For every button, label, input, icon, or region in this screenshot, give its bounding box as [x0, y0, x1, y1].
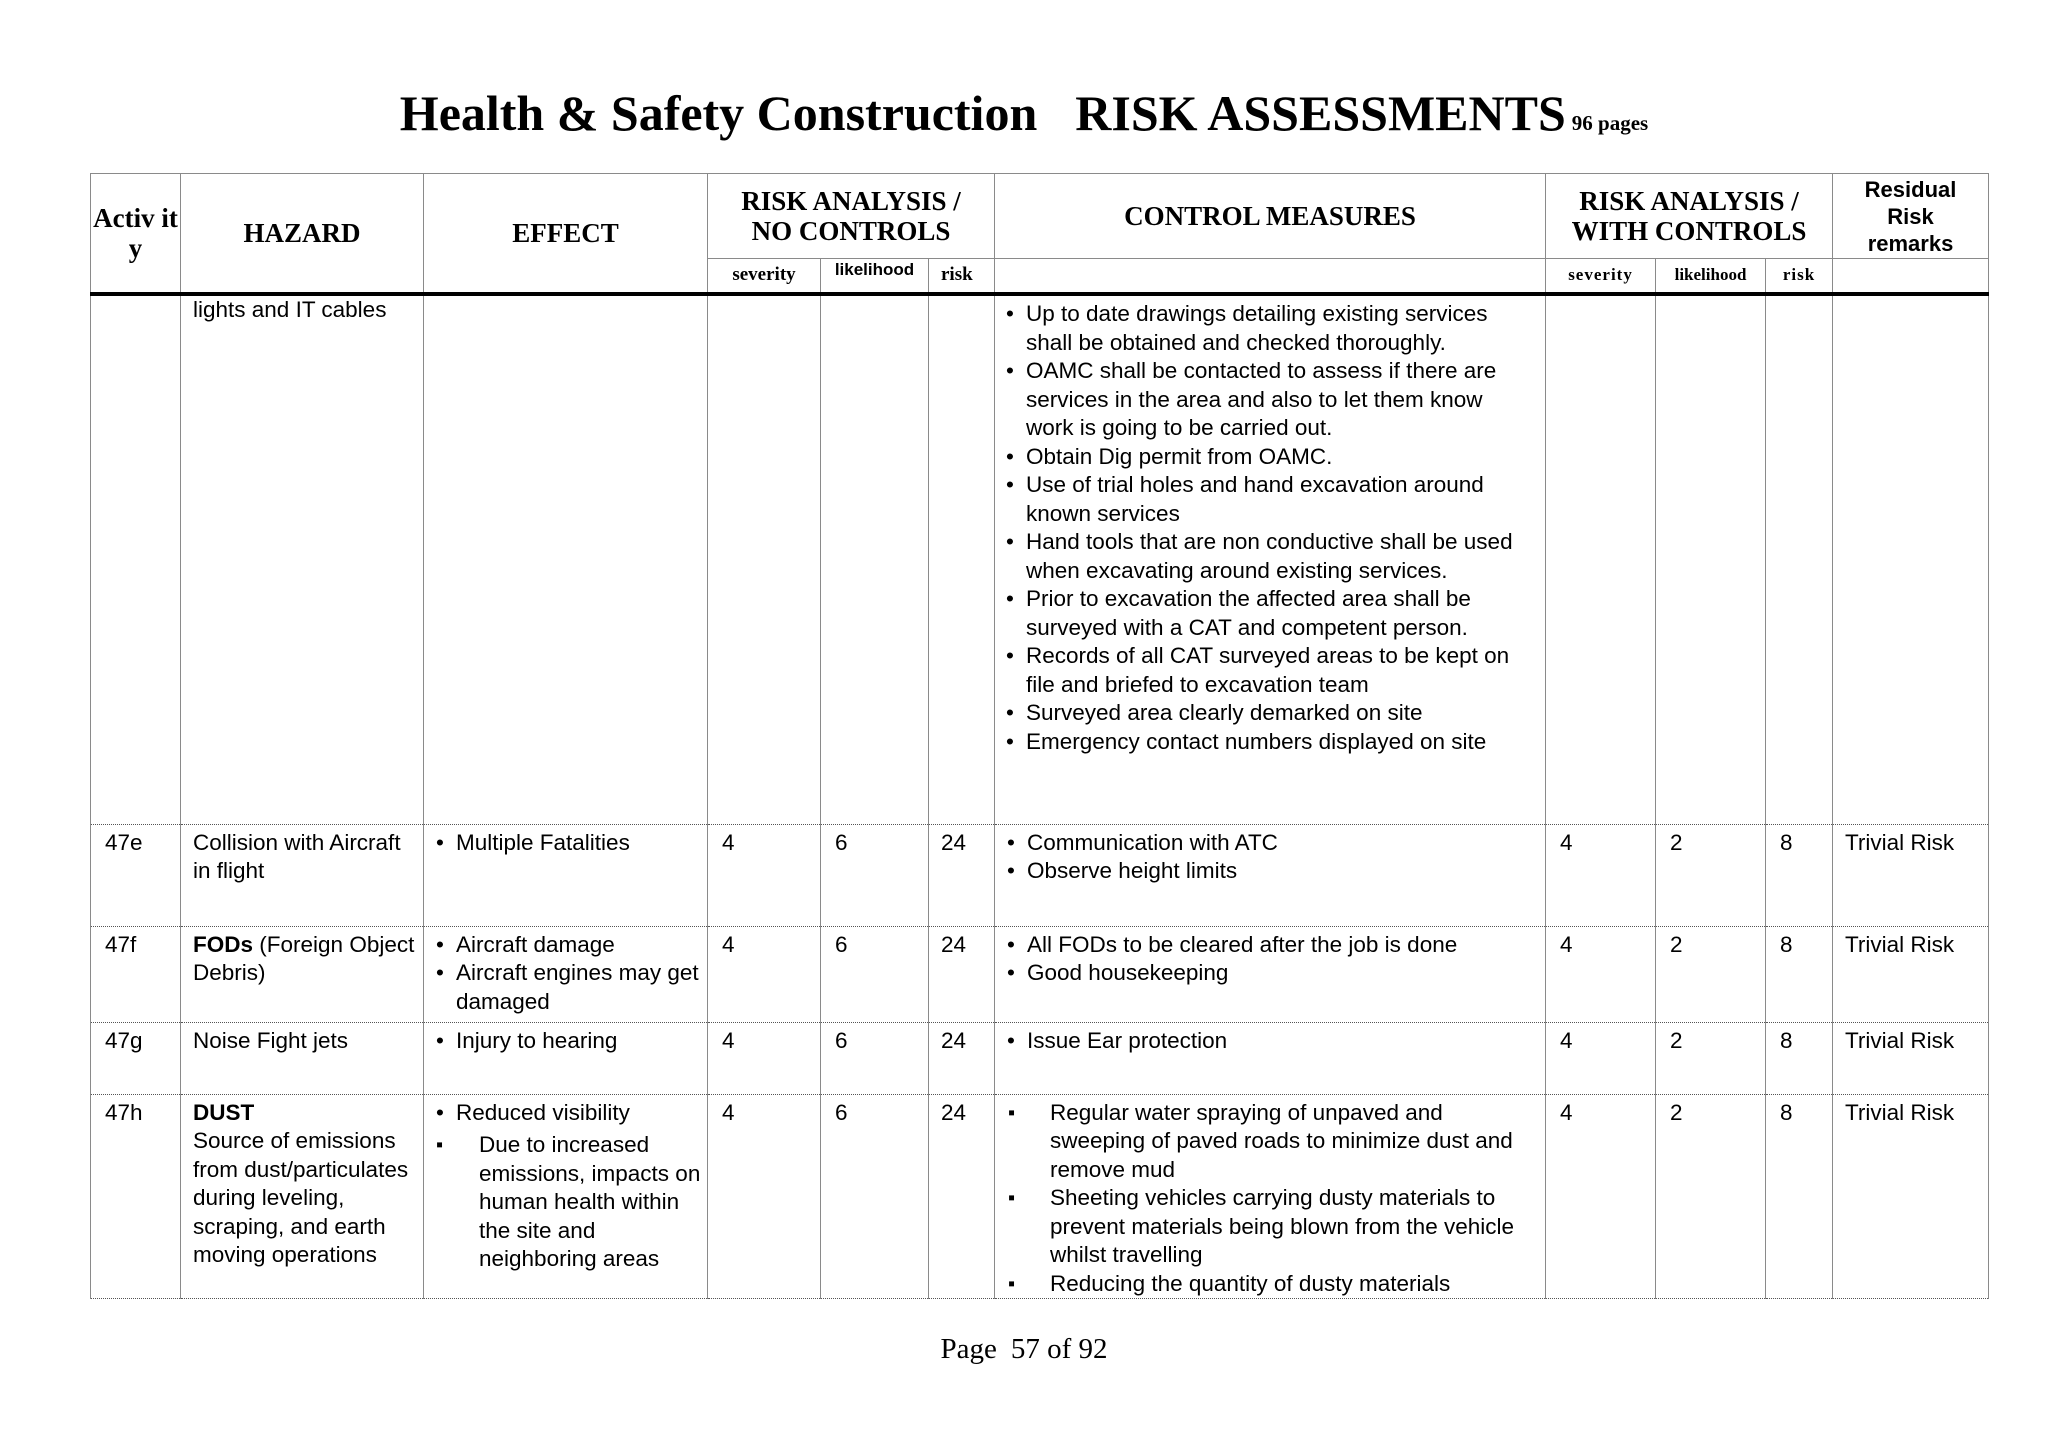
- header-risk: risk: [929, 259, 995, 295]
- risk-cell: 24: [929, 824, 995, 926]
- header-residual: Residual Risk remarks: [1833, 174, 1989, 259]
- control-item: • Use of trial holes and hand excavation around known services: [1026, 471, 1531, 528]
- likelihood-2-cell: [1656, 294, 1766, 824]
- severity-cell: 4: [708, 926, 821, 1022]
- title-pages: 96 pages: [1571, 111, 1649, 135]
- likelihood-cell: 6: [821, 824, 929, 926]
- effect-cell: [424, 1022, 708, 1094]
- residual-cell: [1833, 294, 1989, 824]
- residual-cell: Trivial Risk: [1833, 926, 1989, 1022]
- hazard-bold: FODs: [193, 931, 254, 957]
- hazard-text: (Foreign Object Debris): [193, 931, 415, 985]
- severity-cell: 4: [708, 1094, 821, 1299]
- effect-item: • Aircraft damage: [456, 931, 707, 960]
- risk-cell: [929, 294, 995, 824]
- control-item: • Issue Ear protection: [1027, 1027, 1545, 1056]
- risk-2-cell: 8: [1766, 824, 1833, 926]
- header-risk-no-controls: RISK ANALYSIS / NO CONTROLS: [708, 174, 995, 259]
- activity-cell: 47h: [91, 1094, 181, 1299]
- risk-2-cell: 8: [1766, 1022, 1833, 1094]
- control-item: ▪ Reducing the quantity of dusty materials: [1050, 1270, 1531, 1299]
- header-residual-blank: [1833, 259, 1989, 295]
- page-number: 57 of 92: [1010, 1333, 1108, 1365]
- likelihood-cell: [821, 294, 929, 824]
- likelihood-2-cell: 2: [1656, 1094, 1766, 1299]
- activity-cell: [91, 294, 181, 824]
- effect-item: • Multiple Fatalities: [456, 829, 707, 858]
- residual-cell: Trivial Risk: [1833, 824, 1989, 926]
- risk-2-cell: [1766, 294, 1833, 824]
- severity-2-cell: 4: [1546, 926, 1656, 1022]
- control-item: • Good housekeeping: [1027, 959, 1545, 988]
- header-control-blank: [995, 259, 1546, 295]
- effect-cell: [424, 294, 708, 824]
- control-item: • Surveyed area clearly demarked on site: [1026, 699, 1531, 728]
- risk-2-cell: 8: [1766, 1094, 1833, 1299]
- severity-2-cell: 4: [1546, 1094, 1656, 1299]
- effect-item: • Reduced visibility: [456, 1099, 707, 1128]
- activity-cell: 47f: [91, 926, 181, 1022]
- header-severity-2: severity: [1546, 259, 1656, 295]
- hazard-cell: lights and IT cables: [181, 294, 424, 824]
- title-main: Health & Safety Construction: [399, 85, 1038, 141]
- hazard-text: Source of emissions from dust/particulates during leveling, scraping, and earth moving operations: [193, 1128, 409, 1267]
- risk-2-cell: 8: [1766, 926, 1833, 1022]
- likelihood-2-cell: 2: [1656, 926, 1766, 1022]
- controls-cell: [995, 824, 1546, 926]
- risk-assessment-table: [90, 173, 1989, 1299]
- hazard-cell: Noise Fight jets: [181, 1022, 424, 1094]
- control-item: • Observe height limits: [1027, 857, 1545, 886]
- likelihood-2-cell: 2: [1656, 824, 1766, 926]
- risk-cell: 24: [929, 926, 995, 1022]
- control-item: • Emergency contact numbers displayed on site: [1026, 728, 1531, 757]
- controls-cell: [995, 294, 1546, 824]
- residual-cell: Trivial Risk: [1833, 1094, 1989, 1299]
- header-activity: Activ ity: [91, 174, 181, 295]
- effect-cell: [424, 824, 708, 926]
- control-item: • Records of all CAT surveyed areas to be kept on file and briefed to excavation team: [1026, 642, 1531, 699]
- control-item: ▪ Sheeting vehicles carrying dusty materials to prevent materials being blown from the vehicle whilst travelling: [1050, 1184, 1531, 1270]
- control-item: • All FODs to be cleared after the job is done: [1027, 931, 1545, 960]
- severity-cell: 4: [708, 1022, 821, 1094]
- activity-cell: 47g: [91, 1022, 181, 1094]
- control-item: • Hand tools that are non conductive shall be used when excavating around existing services.: [1026, 528, 1531, 585]
- table-row: [91, 926, 1989, 1022]
- table-row: [91, 294, 1989, 824]
- severity-2-cell: [1546, 294, 1656, 824]
- likelihood-cell: 6: [821, 926, 929, 1022]
- control-item: • Communication with ATC: [1027, 829, 1545, 858]
- header-control-measures: CONTROL MEASURES: [995, 174, 1546, 259]
- header-risk-with-controls: RISK ANALYSIS / WITH CONTROLS: [1546, 174, 1833, 259]
- effect-item: ▪ Due to increased emissions, impacts on human health within the site and neighboring areas: [456, 1131, 707, 1274]
- table-row: [91, 1094, 1989, 1299]
- control-item: • OAMC shall be contacted to assess if there are services in the area and also to let them know work is going to be carried out.: [1026, 357, 1531, 443]
- control-item: • Up to date drawings detailing existing services shall be obtained and checked thoroughly.: [1026, 300, 1531, 357]
- severity-cell: 4: [708, 824, 821, 926]
- severity-cell: [708, 294, 821, 824]
- effect-cell: [424, 926, 708, 1022]
- control-item: • Prior to excavation the affected area shall be surveyed with a CAT and competent person.: [1026, 585, 1531, 642]
- control-item: ▪ Regular water spraying of unpaved and sweeping of paved roads to minimize dust and remove mud: [1050, 1099, 1531, 1185]
- risk-cell: 24: [929, 1094, 995, 1299]
- effect-item: • Injury to hearing: [456, 1027, 707, 1056]
- controls-cell: [995, 1022, 1546, 1094]
- header-risk-2: risk: [1766, 259, 1833, 295]
- header-hazard: HAZARD: [181, 174, 424, 295]
- page-title: [0, 84, 2048, 142]
- hazard-cell: [181, 1094, 424, 1299]
- header-effect: EFFECT: [424, 174, 708, 295]
- likelihood-cell: 6: [821, 1022, 929, 1094]
- controls-cell: [995, 1094, 1546, 1299]
- residual-cell: Trivial Risk: [1833, 1022, 1989, 1094]
- effect-item: • Aircraft engines may get damaged: [456, 959, 707, 1016]
- page-footer: [0, 1333, 2048, 1366]
- controls-cell: [995, 926, 1546, 1022]
- table-row: [91, 824, 1989, 926]
- page-label: Page: [940, 1333, 997, 1365]
- hazard-cell: [181, 926, 424, 1022]
- effect-cell: [424, 1094, 708, 1299]
- hazard-bold: DUST: [193, 1099, 255, 1125]
- severity-2-cell: 4: [1546, 824, 1656, 926]
- header-severity: severity: [708, 259, 821, 295]
- header-likelihood: likelihood: [821, 259, 929, 295]
- header-likelihood-2: likelihood: [1656, 259, 1766, 295]
- likelihood-cell: 6: [821, 1094, 929, 1299]
- risk-cell: 24: [929, 1022, 995, 1094]
- severity-2-cell: 4: [1546, 1022, 1656, 1094]
- table-row: [91, 1022, 1989, 1094]
- hazard-cell: Collision with Aircraft in flight: [181, 824, 424, 926]
- activity-cell: 47e: [91, 824, 181, 926]
- control-item: • Obtain Dig permit from OAMC.: [1026, 443, 1531, 472]
- likelihood-2-cell: 2: [1656, 1022, 1766, 1094]
- title-sub: RISK ASSESSMENTS: [1075, 85, 1566, 141]
